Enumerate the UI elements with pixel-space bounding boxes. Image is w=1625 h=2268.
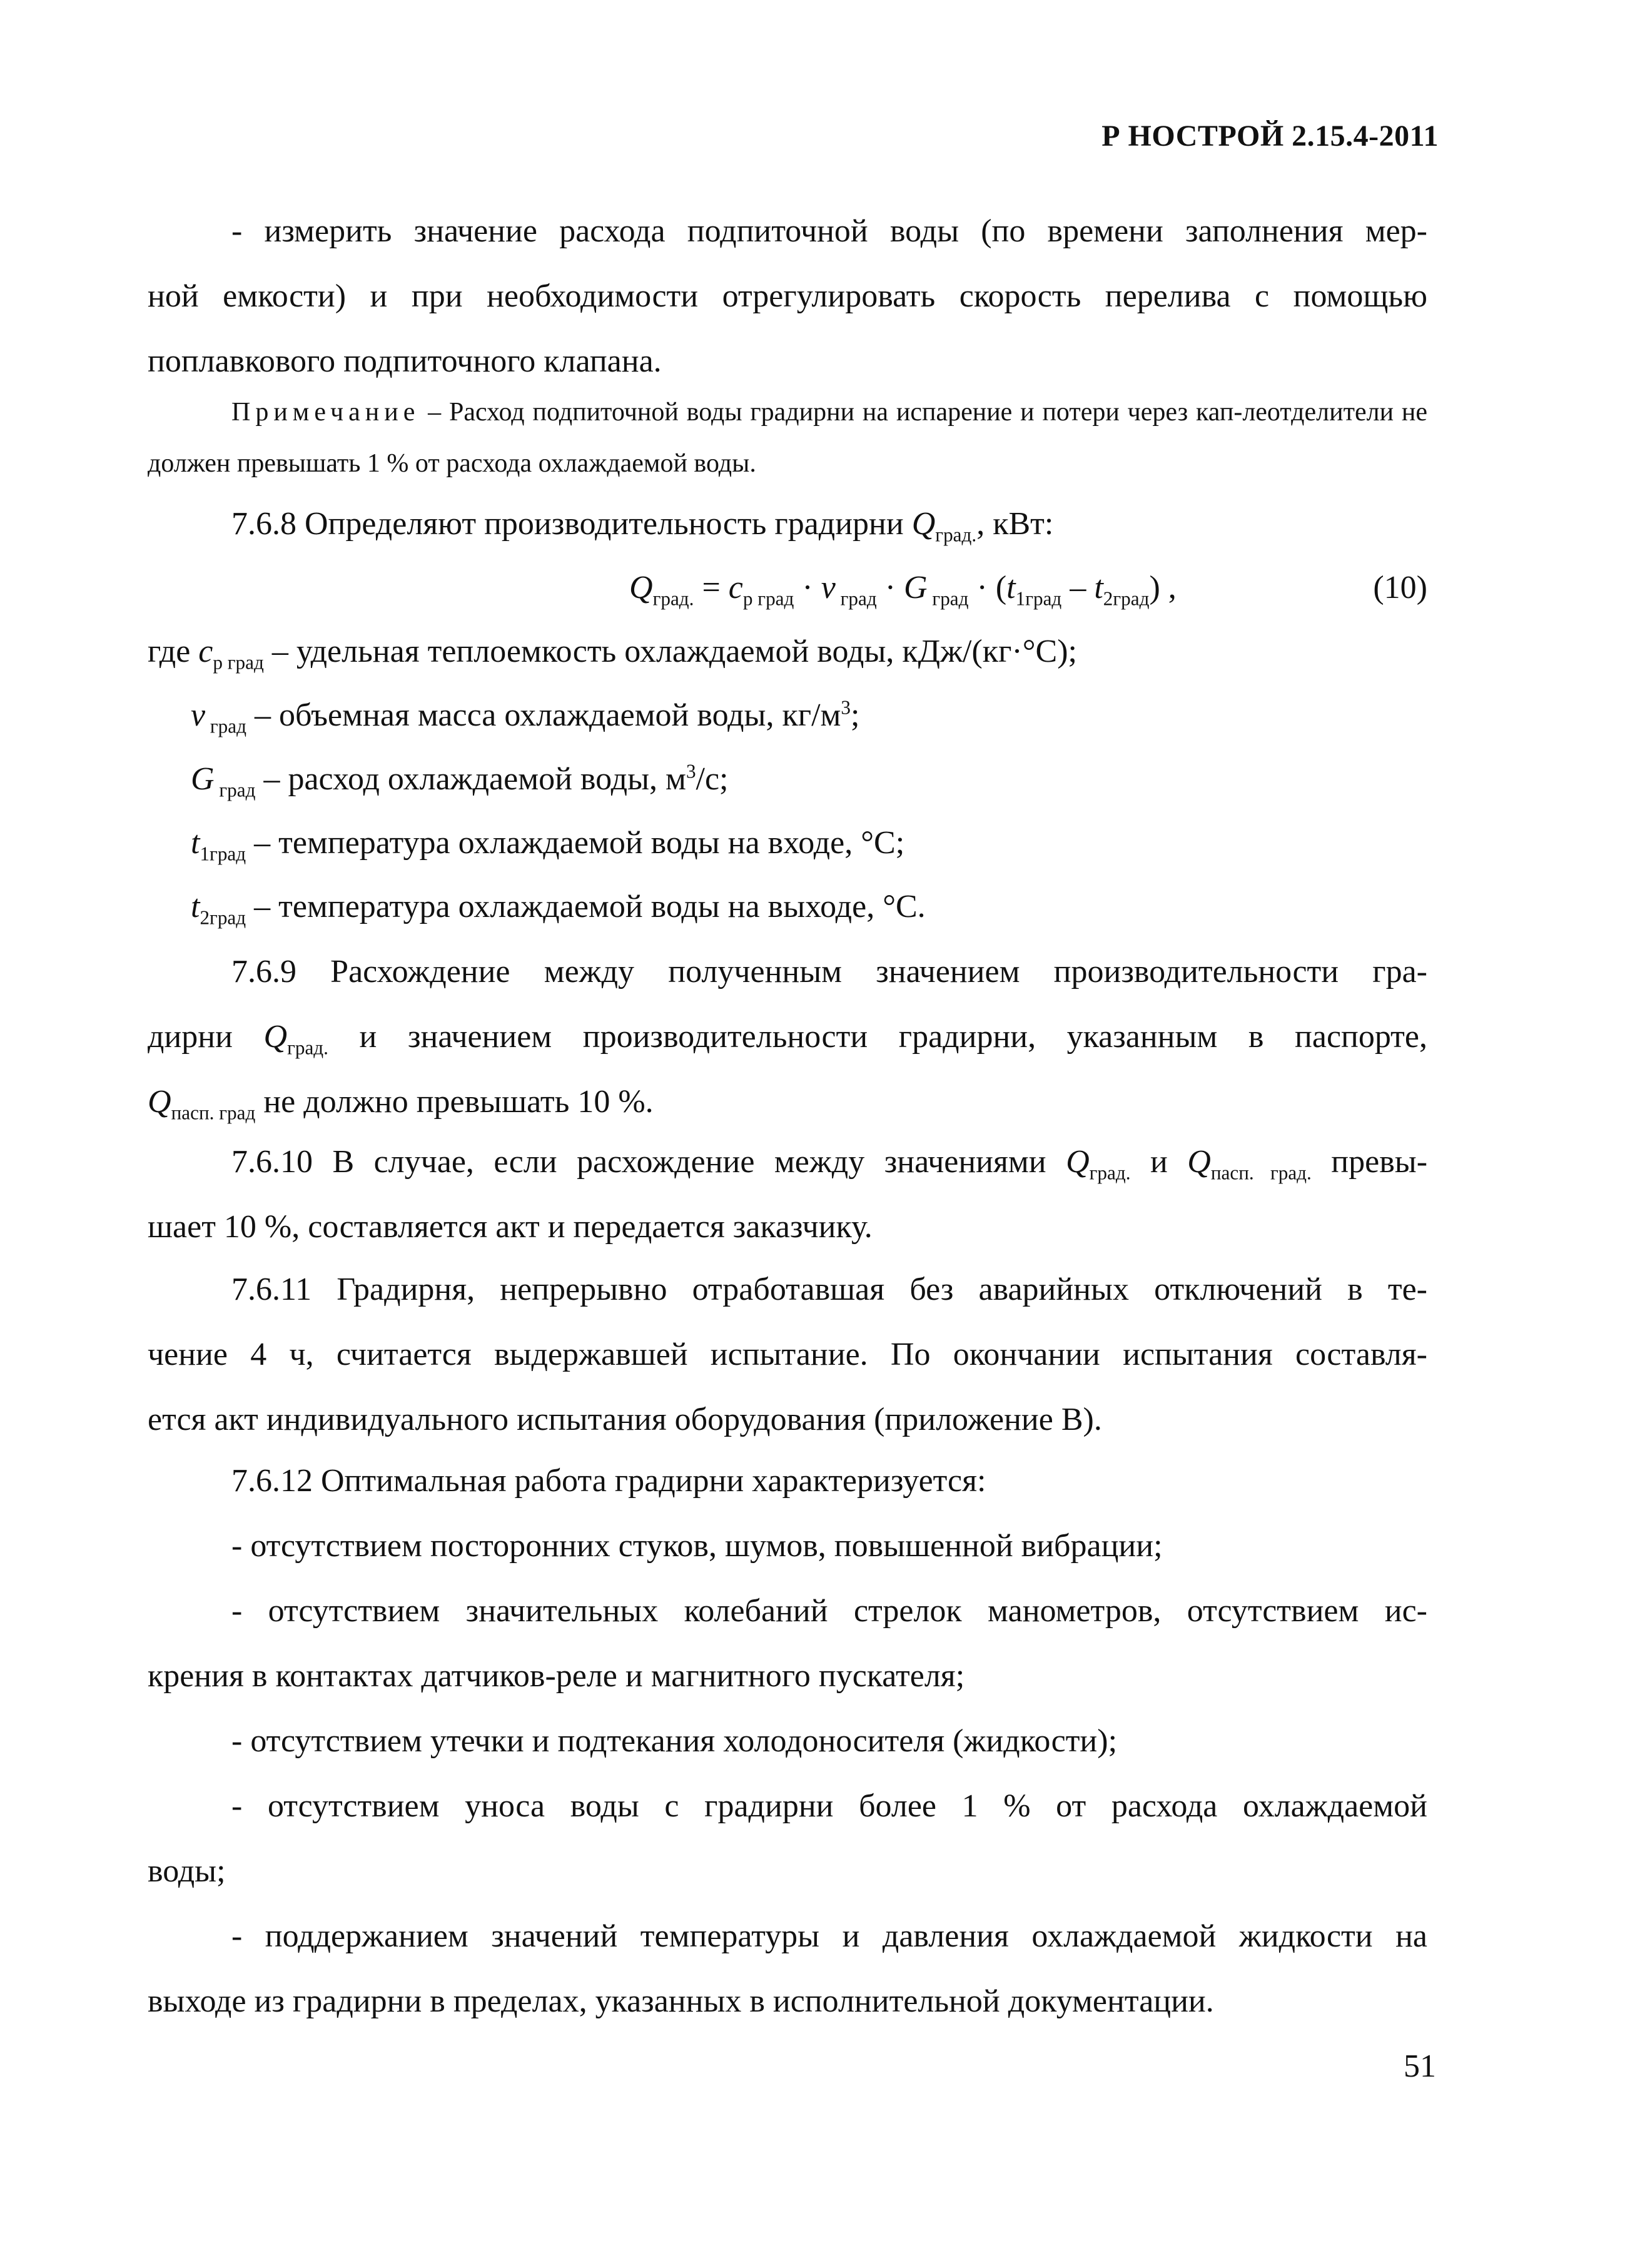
paragraph-7-6-11: 7.6.11 Градирня, непрерывно отработавшая без аварийных отключений в те- чение 4 ч, считается выдержавшей испытание. По окончании испытания составля- ется акт индивидуального испытания оборудования (приложение В). [148,1272,1427,1437]
definition-v: v $_{град}$ – объемная масса охлаждаемой воды, $кг/м^3$; [191,696,860,737]
p768-text: 7.6.8 Определяют производительность градирни [231,506,912,542]
paragraph-7-6-12: 7.6.12 Оптимальная работа градирни характеризуется: - отсутствием посторонних стуков, шумов, повышенной вибрации; - отсутствием значительных колебаний стрелок манометров, отсутствием ис- крения в контактах датчиков-реле и магнитного пускателя; - отсутствием утечки и подтекания холодоносителя (жидкости); - отсутствием уноса воды с градирни более 1 % от расхода охлаждаемой воды; - поддержанием значений температуры и давления охлаждаемой жидкости на выходе из градирни в пределах, указанных в исполнительной документации. [148,1449,1427,2034]
definition-g: G $_{град}$ – расход охлаждаемой воды, $м^3/с$; [191,760,729,801]
list-item: - отсутствием утечки и подтекания холодоносителя (жидкости); [231,1723,1118,1759]
paragraph-measure-makeup-water [148,199,1427,394]
paragraph-7-6-10: 7.6.10 В случае, если расхождение между значениями $Q_{град.}$ и $Q_{пасп. град.}$ превы- шает 10 %, составляется акт и передается заказчику. [148,1144,1428,1245]
list-item: - отсутствием значительных колебаний стрелок манометров, отсутствием ис- [231,1593,1427,1629]
symbol-q: Q [911,506,936,542]
definition-t2: $t_{2град}$ – температура охлаждаемой воды на выходе, °С. [191,889,926,929]
paragraph-7-6-8 [148,492,1427,557]
list-item: - отсутствием уноса воды с градирни более 1 % от расхода охлаждаемой [231,1788,1427,1824]
note-block [148,387,1427,489]
p768-tail: , кВт: [976,506,1054,542]
formula-10: $Q_{град.} = c_{р град} \cdot v$ $_{град}$ · G $_{град} \cdot (t_{1град} - t_{2град})$ , [629,570,1177,610]
symbol-q-sub: град. [935,524,977,546]
paragraph-7-6-9: 7.6.9 Расхождение между полученным значением производительности гра- дирни $Q_{град.}$ и значением производительности градирни, указанным в паспорте, $Q_{пасп. град}$ не должно превышать 10 %. [148,954,1427,1124]
definition-t1: $t_{1град}$ – температура охлаждаемой воды на входе, °С; [191,825,905,865]
list-item: - поддержанием значений температуры и давления охлаждаемой жидкости на [231,1918,1427,1954]
p7612-intro: 7.6.12 Оптимальная работа градирни характеризуется: [231,1463,986,1499]
para1-line1: - измерить значение расхода подпиточной воды (по времени заполнения мер- [231,213,1427,249]
para1-line2: ной емкости) и при необходимости отрегулировать скорость перелива с помощью [148,278,1427,314]
list-item: - отсутствием посторонних стуков, шумов, повышенной вибрации; [231,1528,1163,1564]
document-header: Р НОСТРОЙ 2.15.4-2011 [1101,119,1439,153]
para1-line3: поплавкового подпиточного клапана. [148,343,662,379]
definition-c: где $c_{р град}$ – удельная теплоемкость охлаждаемой воды, кДж/(кг·°С); [148,634,1077,674]
note-text: – Расход подпиточной воды градирни на испарение и потери через кап-леотделители не должен превышать 1 % от расхода охлаждаемой воды. [148,398,1427,478]
equation-number: (10) [1373,570,1427,605]
note-label: Примечание [231,398,420,427]
page-number: 51 [1404,2048,1436,2084]
